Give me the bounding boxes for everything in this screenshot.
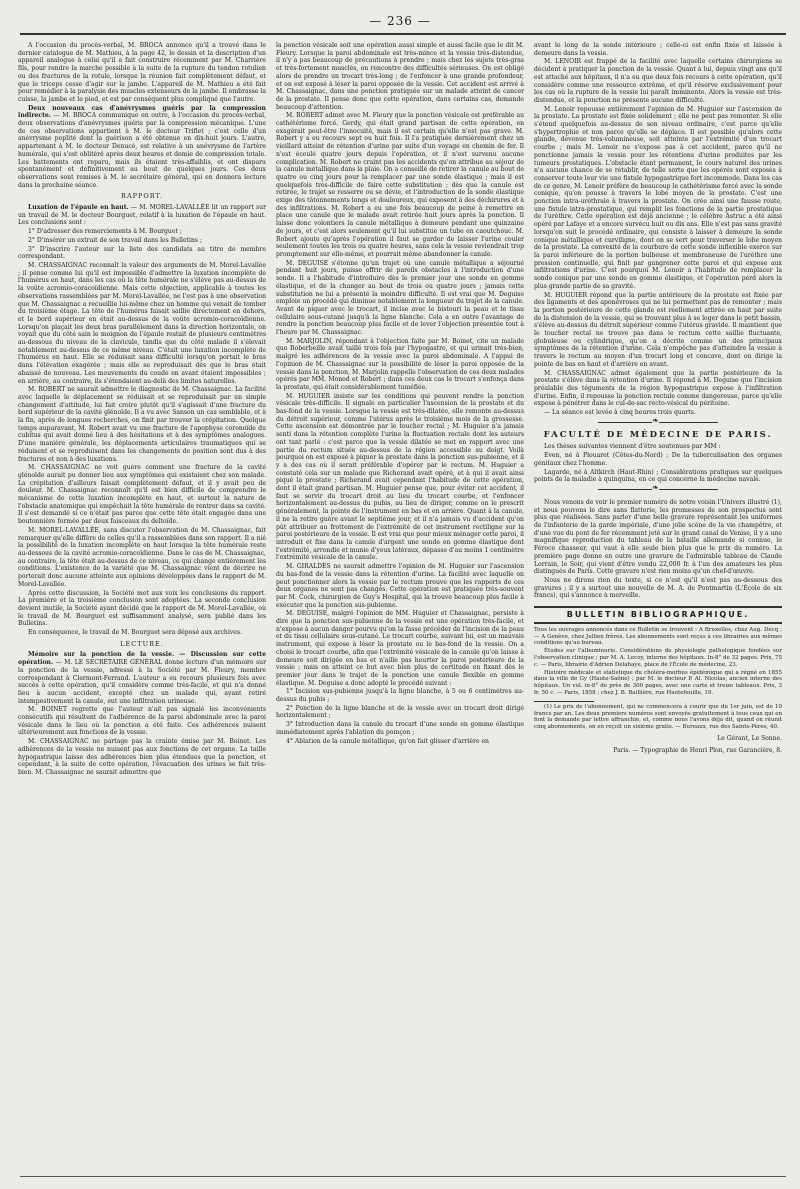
paragraph: Nous ne dirons rien du texte, si ce n'est qu'il n'est pas au-dessous des gravures ; il y a surtout une nouvelle de M. A. de Pontmartin (L'École de six francs), qui s'annonce à merveille. [534, 577, 782, 600]
paragraph: Deux nouveaux cas d'anévrysmes guéris par la compression indirecte. — M. BROCA communique en outre, à l'occasion du procès-verbal, deux observations d'anévrysmes guéris par la compression mécanique. L'une de ces observations appartient à M. le docteur Triflet ; c'est celle d'un anévrysme poplité dont la guérison a été obtenue en dix-huit jours. L'autre, appartenant à M. le docteur Denucé, est relative à un anévrysme de l'artère humérale, qui s'est oblitéré après deux heures et demie de compression totale. Les battements ont reparu, mais ils étaient très-affaiblis, et ont disparu spontanément et définitivement au bout de quelques jours. Ces deux observations sont remises à M. le secrétaire général, qui en donnera lecture dans la prochaine séance. [18, 104, 267, 189]
paragraph: M. CHASSAIGNAC reconnaît la valeur des arguments de M. Morel-Lavallée ; il pense comme lui qu'il est impossible d'admettre la luxation incomplète de l'humérus en haut, dans les cas où la tête humérale ne s'élève pas au-dessus de la voûte acromio-coracoïdienne. Mais cette objection, applicable à toutes les observations rassemblées par M. Morel-Lavallée, ne l'est pas à une observation que M. Chassaignac a recueillie lui-même chez un homme qui venait de tomber du troisième étage. La tête de l'humérus faisait saillie directement en dehors, et le bord supérieur en était au-dessus de la voûte acromio-coracoïdienne. Lorsqu'on plaçait les deux bras parallèlement dans la direction horizontale, on voyait que du côté sain le moignon de l'épaule restait de plusieurs centimètres au-dessous du niveau de la clavicule, tandis que du côté malade il s'élevait notablement au-dessus de ce même niveau. C'était une luxation incomplète de l'humérus en haut. Elle se réduisait sans difficulté lorsqu'on portait le bras dans l'élévation exagérée ; mais elle se reproduisait dès que le bras était abaissé de nouveau. Les mouvements du coude en avant étaient impossibles ; en arrière, au contraire, ils s'étendaient au-delà des limites naturelles. [18, 261, 266, 385]
footnote-rule [534, 701, 594, 702]
paragraph: avant le long de la sonde intérieure ; celle-ci est enfin fixée et laissée à demeure dans la vessie. [534, 42, 782, 57]
paragraph: M. CHASSAIGNAC ne partage pas la crainte émise par M. Boinet. Les adhérences de la vessie ne nuisent pas aux fonctions de cet organe. La taille hypogastrique laisse des adhérences bien plus étendues que la ponction, et cependant, à la suite de cette opération, l'évacuation des urines se fait très-bien. M. Chassaignac ne saurait admettre que [18, 738, 266, 776]
paragraph: M. LENOIR est frappé de la facilité avec laquelle certains chirurgiens se décident à pratiquer la ponction de la vessie. Quant à lui, depuis vingt ans qu'il est attaché aux hôpitaux, il n'a eu que deux fois recours à cette opération, qu'il considère comme une ressource extrême, et qu'il réserve exclusivement pour les cas où la rupture de la vessie lui paraît imminente. Alors la vessie est très-distendue, et la ponction ne présente aucune difficulté. [534, 58, 782, 104]
bulletin-intro: Tous les ouvrages annoncés dans ce Bulletin se trouvent : A Bruxelles, chez Aug. Decq ; — A Genève, chez Jullien frères. Les abonnements sont reçus à ces librairies aux mêmes conditions qu'au bureau. [534, 626, 782, 647]
paragraph: M. DEGUISE, malgré l'opinion de MM. Huguier et Chassaignac, persiste à dire que la ponction sus-pubienne de la vessie est une opération très-facile, et n'expose à aucun danger pourvu qu'on la fasse précéder de l'incision de la peau et du tissu cellulaire sous-cutané. Le trocart courbe, suivant lui, est un mauvais instrument, qui expose à léser la prostate ou le bas-fond de la vessie. On a choisi le trocart courbe, afin que l'extrémité vésicale de la canule qu'on laisse à demeure soit dirigée en bas et n'aille pas heurter la paroi postérieure de la vessie ; mais on atteint ce but avec bien plus de certitude en fixant dès le premier jour dans le trajet de la ponction une canule flexible en gomme élastique. M. Deguise a donc adopté le procédé suivant : [276, 610, 524, 687]
list-item: 4° Ablation de la canule métallique, qu'on fait glisser d'arrière en [286, 737, 489, 745]
paragraph: la ponction vésicale soit une opération aussi simple et aussi facile que le dit M. Fleury. Lorsque la paroi abdominale est très-mince et la vessie très-distendue, il n'y a pas beaucoup de précautions à prendre ; mais chez les sujets très-gras et très-fortement musclés, on rencontre des difficultés sérieuses. On est obligé alors de prendre un trocart très-long ; de l'enfoncer à une grande profondeur, et on est exposé à léser la paroi opposée de la vessie. Cet accident est arrivé à M. Chassaignac, dans une ponction pratiquée sur un malade atteint de cancer de la prostate. Il pense donc que cette opération, dans certains cas, demande beaucoup d'attention. [276, 42, 524, 111]
section-title: Luxation de l'épaule en haut. [28, 204, 129, 212]
paragraph: M. Lenoir repousse entièrement l'opinion de M. Huguier sur l'ascension de la prostate. La prostate est fixée solidement ; elle ne peut pas remonter. Si elle s'étend quelquefois au-dessus de son niveau ordinaire, c'est parce qu'elle s'hypertrophie et non parce qu'elle se déplace. Il est possible qu'alors cette glande, devenue très-volumineuse, soit atteinte par l'extrémité d'un trocart courbe ; mais M. Lenoir ne s'expose pas à cet accident, parce qu'il ne ponctionne jamais la vessie pour les rétentions d'urine produites par les tumeurs prostatiques. L'obstacle étant permanent, le cours naturel des urines n'a aucune chance de se rétablir, de telle sorte que les opérés sont exposés à conserver toute leur vie une fistule hypogastrique fort incommode. Dans les cas de ce genre, M. Lenoir préfère de beaucoup le cathétérisme forcé avec la sonde conique, qu'on pousse à travers le lobe moyen de la prostate. C'est une ponction intra-uréthrale à travers la prostate. On crée ainsi une fausse route, une fistule intra-prostatique, qui remplit les fonctions de la partie prostatique de l'urèthre. Cette opération est déjà ancienne ; le célèbre Astruc a été ainsi opéré par Lafaye et a encore survécu huit ou dix ans. Elle n'est pas sans gravité lorsqu'on suit le procédé ordinaire, qui consiste à laisser à demeure la sonde conique métallique et curviligne, dont on se sert pour traverser le lobe moyen de la prostate. La convexité de la courbure de cette sonde inflexible exerce sur la paroi inférieure de la portion bulbeuse et membraneuse de l'urèthre une pression continuelle, qui finit par gangrener cette paroi et qui expose aux infiltrations d'urine. C'est pourquoi M. Lenoir a l'habitude de remplacer la sonde conique par une sonde en gomme élastique, et l'opération perd alors la plus grande partie de sa gravité. [534, 105, 782, 290]
bibliography-entry: Études sur l'albuminurie. Considérations de physiologie pathologique fondées sur l'observation clinique ; par M. A. Lecoy, interne des hôpitaux. In-8° de 32 pages. Prix, 75 c. — Paris, librairie d'Adrien Delahaye, place de l'École de médecine, 23. [534, 648, 782, 668]
paragraph: M. MOREL-LAVALLÉE, sans discuter l'observation de M. Chassaignac, fait remarquer qu'elle diffère de celles qu'il a rassemblées dans son rapport. Il a nié la possibilité de la luxation incomplète en haut lorsque la tête humérale reste au-dessous de la cavité acromio-coracoïdienne. Dans le cas de M. Chassaignac, au contraire, la tête était au-dessus de ce niveau, ce qui change entièrement les conditions. L'existence de la variété que M. Chassaignac vient de décrire ne porterait donc aucune atteinte aux opinions développées dans le rapport de M. Morel-Lavallée. [18, 526, 266, 588]
bibliography-entry: Histoire médicale et statistique du choléra-morbus épidémique qui a régné en 1855 dans la ville de Gy (Haute-Saône) ; par M. le docteur P. Al. Nicolas, ancien interne des hôpitaux. Un vol. in-8° de près de 300 pages, avec une carte et treize tableaux. Prix, 3 fr. 50 c. — Paris, 1858 ; chez J. B. Baillière, rue Hautefeuille, 19. [534, 669, 782, 696]
paragraph: A l'occasion du procès-verbal, M. BROCA annonce qu'il a trouvé dans le dernier catalogue de M. Mathieu, à la page 42, le dessin et la description d'un appareil analogue à celui qu'il a fait construire récemment par M. Charrière fils, pour rendre la marche possible à la suite de la rupture du tendon rotulien ou des fractures de la rotule, lorsque la réunion fait complètement défaut, et que le triceps cesse d'agir sur la jambe. L'appareil de M. Mathieu a été fait pour remédier à la paralysie des muscles extenseurs de la jambe. Il embrasse la cuisse, la jambe et le pied, et est par conséquent plus compliqué que l'autre. [18, 42, 266, 103]
paragraph: — La séance est levée à cinq heures trois quarts. [544, 409, 696, 417]
page-number: — 236 — [369, 14, 431, 28]
section-heading-lecture: LECTURE. [120, 639, 164, 648]
section-heading-faculte: FACULTÉ DE MÉDECINE DE PARIS. [543, 429, 773, 440]
section-title: Deux nouveaux cas d'anévrysmes guéris par la compression indirecte. [18, 104, 266, 120]
paragraph: Les thèses suivantes viennent d'être soutenues par MM : [544, 443, 721, 451]
paragraph: M. ROBERT ne saurait admettre le diagnostic de M. Chassaignac. La facilité avec laquelle le déplacement se réduisait et se reproduisait par un simple changement d'attitude, lui fait croire plutôt qu'il s'agissait d'une fracture du bord supérieur de la cavité glénoïde. Il a vu avec Sanson un cas semblable, et à la fin, après de longues recherches, on finit par trouver la crépitation. Quelque temps auparavant, M. Robert avait vu une fracture de l'apophyse coronoïde du cubitus qui avait donné lieu à des hésitations et à des symptômes analogues. D'une manière générale, les déplacements articulaires traumatiques qui se réduisent et se reproduisent dans les changements de position sont dus à des fractures et non à des luxations. [18, 386, 266, 463]
paragraph: M. MARJOLIN, répondant à l'objection faite par M. Boinet, cite un malade que Roberbeille avait taillé trois fois par l'hypogastre, et qui urinait très-bien, malgré les adhérences de la vessie avec la paroi abdominale. A l'appui de l'opinion de M. Chassaignac sur la possibilité de léser la paroi opposée de la vessie dans la ponction, M. Marjolin rappelle l'observation de ces deux malades opérés par MM. Monod et Robert ; dans ces deux cas le trocart s'enfonça dans la prostate, qui était considérablement tuméfiée. [276, 337, 524, 391]
paragraph: Lagarde, né à Altkirch (Haut-Rhin) ; Considérations pratiques sur quelques points de la maladie à quinquina, en ce qui concerne la médecine navale. [534, 468, 782, 484]
list-item: 2° D'insérer un extrait de son travail dans les Bulletins ; [28, 236, 203, 244]
paragraph: M. ROBERT admet avec M. Fleury que la ponction vésicale est préférable au cathétérisme forcé. Gerdy, qui était grand partisan de cette opération, en exagérait peut-être l'innocuité, mais il est certain qu'elle n'est pas grave. M. Robert y a eu recours sept ou huit fois. Il l'a pratiquée dernièrement chez un vieillard atteint de rétention d'urine par suite d'un voyage en chemin de fer. Il n'est écoulé quatre jours depuis l'opération, et il n'est survenu aucune complication. M. Robert ne craint pas les accidents qu'on attribue au séjour de la canule métallique dans la plaie. On a conseillé de retirer la canule au bout de quatre ou cinq jours pour la remplacer par une sonde élastique ; mais il est quelquefois très-difficile de faire cette substitution ; dès que la canule est retirée, le trajet se resserre ou se dévie, et l'introduction de la sonde élastique exige des tâtonnements longs et douloureux, qui exposent à des déchirures et à des infiltrations. M. Robert a eu une fois beaucoup de peine à remettre en place une canule que le malade avait retirée huit jours après la ponction. Il laisse donc volontiers la canule métallique à demeure pendant une quinzaine de jours, et c'est alors seulement qu'il lui substitue un tube en caoutchouc. M. Robert ajoute qu'après l'opération il faut se garder de laisser l'urine couler seulement toutes les trois ou quatre heures, sans cela la vessie reviendrait trop promptement sur elle-même, et pourrait même abandonner la canule. [276, 112, 524, 258]
ornament-divider [598, 489, 718, 494]
header-rule [20, 33, 786, 35]
paragraph: Luxation de l'épaule en haut. — M. MOREL-LAVALLÉE lit un rapport sur un travail de M. le docteur Bourguet, relatif à la luxation de l'épaule en haut. Les conclusions sont : [18, 204, 266, 227]
ornament-divider [598, 422, 718, 427]
paragraph: Even, né à Plouaret (Côtes-du-Nord) ; De la tuberculisation des organes génitaux chez l'homme. [534, 452, 782, 467]
bulletin-heading: BULLETIN BIBLIOGRAPHIQUE. [534, 606, 782, 624]
paragraph: M. CHASSAIGNAC ne voit guère comment une fracture de la cavité glénoïde aurait pu donner lieu aux symptômes qui existaient chez son malade. La crépitation d'ailleurs faisait complètement défaut, et il y avait peu de douleur. M. Chassaignac reconnaît qu'il est bien difficile de comprendre le mécanisme de cette luxation incomplète en haut, et surtout la nature de l'obstacle anatomique qui empêchait la tête humérale de rentrer dans sa cavité. Il s'est demandé si ce n'était pas parce que cette tête était engagée dans une boutonnière formée par deux faisceaux du deltoïde. [18, 464, 266, 526]
footnote: (1) Le prix de l'abonnement, qui ne commencera à courir que du 1er juin, est de 10 francs par an. Les deux premiers numéros sont envoyés gratuitement à tous ceux qui en font la demande par lettre affranchie, et, comme nous l'avons déjà dit, quand on réunit cinq abonnements, on en reçoit un sixième gratis. — Bureaux, rue des Saints-Pères, 40. [534, 703, 782, 731]
column-2 [276, 42, 524, 746]
paragraph: M. CHASSAIGNAC admet également que la partie postérieure de la prostate s'élève dans la rétention d'urine. Il répond à M. Deguise que l'incision préalable des téguments de la région hypogastrique expose à l'infiltration d'urine. Enfin, il repousse la ponction rectale comme dangereuse, parce qu'elle expose à pénétrer dans le cul-de-sac recto-vésical du péritoine. [534, 369, 782, 408]
footer-rule [20, 1176, 786, 1177]
list-item: 3° D'inscrire l'auteur sur la liste des candidats au titre de membre correspondant. [18, 245, 266, 261]
list-item: 3° Introduction dans la canule du trocart d'une sonde en gomme élastique immédiatement après l'ablation du poinçon ; [276, 721, 524, 736]
imprint: Paris. — Typographie de Henri Plon, rue Garancière, 8. [613, 746, 782, 754]
list-item: 2° Ponction de la ligne blanche et de la vessie avec un trocart droit dirigé horizontalement ; [276, 704, 524, 720]
list-item: 1° Incision sus-pubienne jusqu'à la ligne blanche, à 5 ou 6 centimètres au-dessus du pubis ; [276, 688, 524, 704]
paragraph: Après cette discussion, la Société met aux voix les conclusions du rapport. La première et la troisième conclusion sont adoptées. La seconde conclusion devient inutile, la Société ayant décidé que le rapport de M. Morel-Lavallée, où le travail de M. Bourguet est suffisamment analysé, sera publié dans les Bulletins. [18, 589, 266, 628]
paragraph: Mémoire sur la ponction de la vessie. — Discussion sur cette opération. — M. LE SECRÉTAIRE GÉNÉRAL donne lecture d'un mémoire sur la ponction de la vessie, adressé à la Société par M. Fleury, membre correspondant à Clermont-Ferrand. L'auteur a eu recours plusieurs fois avec succès à cette opération, qu'il considère comme très-facile, et qui n'a donné lieu à aucun accident, excepté chez un malade qui, ayant retiré intempestivement la canule, eut une infiltration urineuse. [18, 651, 266, 705]
list-item: 1° D'adresser des remerciements à M. Bourguet ; [28, 228, 182, 236]
paragraph: En conséquence, le travail de M. Bourguet sera déposé aux archives. [28, 629, 242, 637]
column-3 [534, 42, 782, 754]
paragraph: M. HUGUIER répond que la partie antérieure de la prostate est fixée par des ligaments et des aponévroses qui ne lui permettent pas de remonter ; mais la portion postérieure de cette glande est réellement attirée en haut par suite de la distension de la vessie, qui se trouvant plus à se loger dans le petit bassin, s'élève au-dessus du détroit supérieur comme l'utérus gravide. Il maintient que le toucher rectal ne trouve pas dans le rectum cette saillie fluctuante, globuleuse ou cylindrique, qu'on a décrite comme un des principaux symptômes de la rétention d'urine. Cela n'empêche pas d'atteindre la vessie à travers le rectum au moyen d'un trocart long et concave, dont on dirige la pointe de bas en haut et d'arrière en avant. [534, 291, 782, 368]
section-heading-rapport: RAPPORT. [121, 192, 163, 201]
column-1 [18, 42, 266, 778]
section-title: Mémoire sur la ponction de la vessie. — Discussion sur cette opération. [18, 651, 266, 667]
paragraph: M. HUGUIER insiste sur les conditions qui peuvent rendre la ponction vésicale très-difficile. Il signale en particulier l'ascension de la prostate et du bas-fond de la vessie. Lorsque la vessie est très-dilatée, elle remonte au-dessus du détroit supérieur, comme l'utérus après le troisième mois de la grossesse. Cette ascension est démontrée par le toucher rectal ; M. Huguier n'a jamais senti dans la rétention complète l'urine la fluctuation rectale dont les auteurs ont tant parlé : c'est parce que la vessie dilatée se met en rapport avec une partie du rectum située au-dessus de la région accessible au doigt. Voilà pourquoi on est exposé à piquer la prostate dans la ponction sus-pubienne, et il y a des cas où il serait préférable d'opérer par le rectum. M. Huguier a constaté cela sur un malade que Richerand avait opéré, et à qui il avait ainsi piqué la prostate ; Richerand avait cependant l'habitude de cette opération, dont il était grand partisan. M. Huguier pense que, pour éviter cet accident, il faut se servir du trocart droit au lieu du trocart courbe, et l'enfoncer horizontalement au-dessus du pubis, au lieu de diriger, comme on le prescrit généralement, la pointe de l'instrument en bas et en arrière. Quant à la canule, il ne la retire guère avant le septième jour, et il n'a jamais vu d'accident qu'on pût attribuer au frottement de l'extrémité de cet instrument rectiligne sur la paroi postérieure de la vessie. Il est vrai que pour mieux ménager cette paroi, il introduit et fixe dans la canule d'argent une sonde en gomme élastique dont l'extrémité, arrondie et munie d'yeux latéraux, dépasse d'au moins 1 centimètre l'extrémité vésicale de la canule. [276, 392, 524, 562]
gerant-signature: Le Gérant, Le Sonne. [717, 734, 782, 742]
paragraph: Nous venons de voir le premier numéro de notre voisin l'Univers illustré (1), et nous pouvons le dire sans flatterie, les promesses de son prospectus sont plus que réalisées. Sans parler d'une belle gravure représentant les uniformes de l'infanterie de la garde impériale, d'une jolie scène de la vie champêtre, et d'une vue du pont de fer récemment jeté sur le grand canal de Venise, il y a une magnifique reproduction du tableau de la bataille allemande si connue, le Féroce chasseur, qui vaut à elle seule bien plus que le prix du numéro. La première page donne en outre une gravure de l'admirable tableau de Claude Lorrain, le Soir, qui vient d'être vendu 22,000 fr. à l'un des amateurs les plus distingués de Paris. Cette gravure n'est rien moins qu'un chef-d'œuvre. [534, 498, 782, 576]
paragraph: M. BOINET regrette que l'auteur n'ait pas signalé les inconvénients consécutifs qui résultent de l'adhérence de la paroi abdominale avec la paroi vésicale dans le lieu où la ponction a été faite. Ces adhérences nuisent ultérieurement aux fonctions de la vessie. [18, 706, 266, 737]
paragraph: M. GIRALDÈS ne saurait admettre l'opinion de M. Huguier sur l'ascension du bas-fond de la vessie dans la rétention d'urine. La facilité avec laquelle on peut ponctionner alors la vessie par le rectum prouve que les rapports de ces deux organes ne sont pas changés. Cette opération est pratiquée très-souvent par M. Cock, chirurgien de Guy's Hospital, qui la trouve beaucoup plus facile à exécuter que la ponction sus-pubienne. [276, 563, 524, 609]
paragraph: M. DEGUISE s'étonne qu'un trajet où une canule métallique a séjourné pendant huit jours, puisse offrir de pareils obstacles à l'introduction d'une sonde. Il a l'habitude d'introduire dès le premier jour une sonde en gomme élastique, et de la changer au bout de trois ou quatre jours ; jamais cette substitution ne lui a présenté la moindre difficulté. Il est vrai que M. Deguise emploie un procédé qui diminue notablement la longueur du trajet de la canule. Avant de piquer avec le trocart, il incise avec le bistouri la peau et le tissu cellulaire sous-cutané jusqu'à la ligne blanche. Cela a en outre l'avantage de rendre la ponction beaucoup plus facile et de lever l'objection présentée tout à l'heure par M. Chassaignac. [276, 259, 524, 337]
